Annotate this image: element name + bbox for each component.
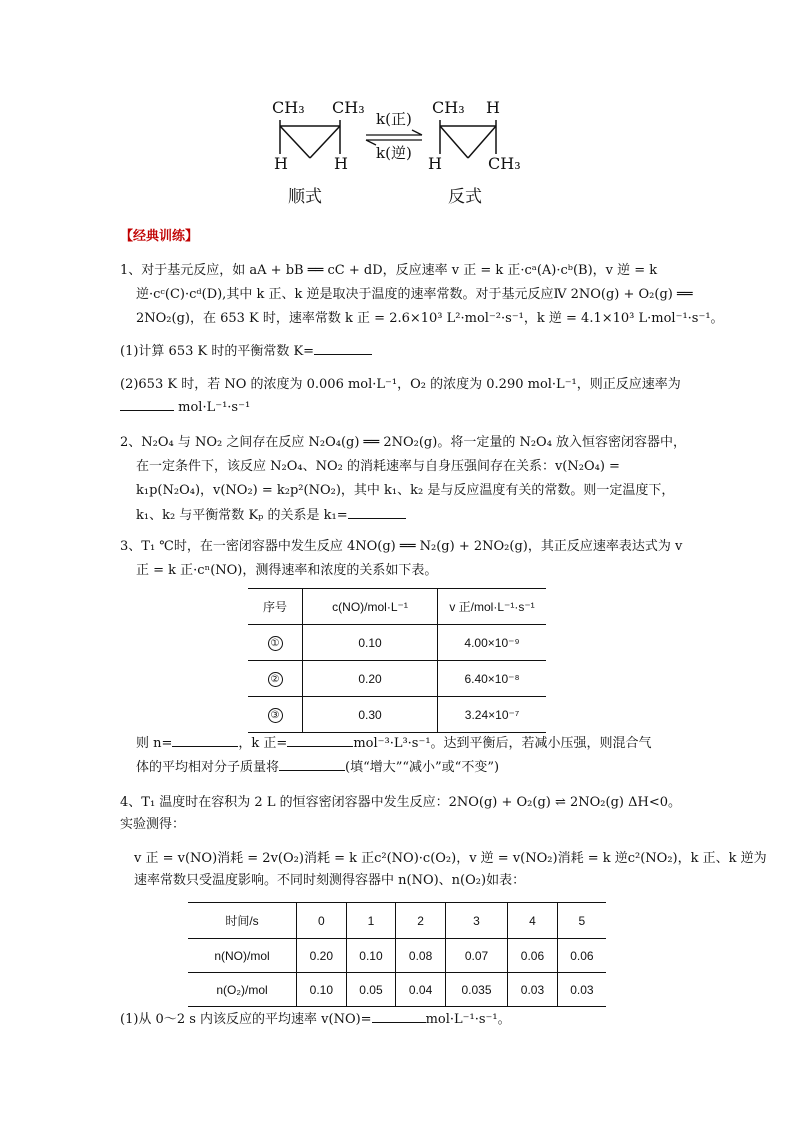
table-header-cell: 1 <box>346 903 396 939</box>
q1-line-3: 2NO₂(g)，在 653 K 时，速率常数 k 正 = 2.6×10³ L²·mol⁻²·s⁻¹，k 逆 = 4.1×10³ L·mol⁻¹·s⁻¹。 <box>136 311 724 326</box>
table-cell: 0.03 <box>508 973 558 1007</box>
q3-after-line-1 <box>136 734 652 753</box>
table-cell: ① <box>248 625 303 661</box>
table-header-cell: 时间/s <box>188 903 297 939</box>
q4-line-2: 实验测得： <box>120 817 186 832</box>
cis-top-left-group: CH₃ <box>272 98 305 117</box>
table-row <box>248 661 546 697</box>
table-cell: 0.30 <box>303 697 438 733</box>
q4-sub-1-unit: mol·L⁻¹·s⁻¹。 <box>425 1012 511 1027</box>
q1-answer-blank-1[interactable] <box>314 342 372 355</box>
mole-time-table <box>188 902 606 1007</box>
table-header-row <box>188 903 606 939</box>
table-cell: 0.20 <box>297 939 347 973</box>
rate-concentration-table <box>248 588 546 733</box>
table-header-cell: 0 <box>297 903 347 939</box>
q1-line-2: 逆·cᶜ(C)·cᵈ(D),其中 k 正、k 逆是取决于温度的速率常数。对于基元反应Ⅳ 2NO(g) + O₂(g) ══ <box>136 287 693 302</box>
k-forward-label: k(正) <box>376 110 412 128</box>
q2-line-3: k₁p(N₂O₄)，v(NO₂) = k₂p²(NO₂)，其中 k₁、k₂ 是与反应温度有关的常数。则一定温度下， <box>136 483 675 498</box>
table-cell: 0.07 <box>445 939 507 973</box>
q1-sub-1-text: (1)计算 653 K 时的平衡常数 K= <box>120 344 315 359</box>
cis-label: 顺式 <box>288 187 322 207</box>
section-title: 【经典训练】 <box>120 229 199 244</box>
table-cell: 6.40×10⁻⁸ <box>464 671 520 686</box>
isomer-diagram <box>260 92 550 212</box>
q2-line-4 <box>136 506 406 525</box>
q4-sub-1 <box>120 1010 511 1029</box>
table-cell: 3.24×10⁻⁷ <box>464 707 520 722</box>
cis-bottom-right-group: H <box>334 154 348 173</box>
table-row <box>188 973 606 1007</box>
q4-answer-blank[interactable] <box>372 1010 426 1023</box>
table-header-cell: 4 <box>508 903 558 939</box>
table-header-cell: c(NO)/mol·L⁻¹ <box>303 589 438 625</box>
q4-sub-1-text: (1)从 0～2 s 内该反应的平均速率 v(NO)= <box>120 1012 372 1027</box>
q1-sub-2-line-2 <box>120 398 250 417</box>
table-header-cell: 5 <box>578 913 586 928</box>
table-header-row <box>248 589 546 625</box>
q3-answer-blank-n[interactable] <box>172 734 238 747</box>
q3-line-2: 正 = k 正·cⁿ(NO)，测得速率和浓度的关系如下表。 <box>136 563 438 578</box>
table-cell: ② <box>248 661 303 697</box>
q1-sub-2-unit: mol·L⁻¹·s⁻¹ <box>178 400 251 415</box>
q4-line-4: 速率常数只受温度影响。不同时刻测得容器中 n(NO)、n(O₂)如表： <box>134 873 526 888</box>
trans-bottom-right-group: CH₃ <box>488 154 521 173</box>
table-cell: 0.20 <box>303 661 438 697</box>
q4-line-3: v 正 = v(NO)消耗 = 2v(O₂)消耗 = k 正c²(NO)·c(O₂)，v 逆 = v(NO₂)消耗 = k 逆c²(NO₂)，k 正、k 逆为 <box>134 851 767 866</box>
k-reverse-label: k(逆) <box>376 144 412 162</box>
q3-after-text-b: ，k 正= <box>238 736 288 751</box>
q4-line-1: 4、T₁ 温度时在容积为 2 L 的恒容密闭容器中发生反应：2NO(g) + O₂(g) ⇌ 2NO₂(g) ΔH<0。 <box>120 795 682 810</box>
trans-top-right-group: H <box>486 98 500 117</box>
table-header-cell: v 正/mol·L⁻¹·s⁻¹ <box>449 600 535 614</box>
table-cell: 0.10 <box>303 625 438 661</box>
table-row <box>248 697 546 733</box>
trans-top-left-group: CH₃ <box>432 98 465 117</box>
table-cell: 0.06 <box>570 948 594 963</box>
table-cell: 0.04 <box>396 973 446 1007</box>
table-header-cell: 2 <box>396 903 446 939</box>
table-cell: 0.08 <box>396 939 446 973</box>
q3-line-1: 3、T₁ ℃时，在一密闭容器中发生反应 4NO(g) ══ N₂(g) + 2NO₂(g)，其正反应速率表达式为 v <box>120 539 683 554</box>
table-cell: n(NO)/mol <box>188 939 297 973</box>
q1-line-1: 1、对于基元反应，如 aA + bB ══ cC + dD，反应速率 v 正 = k 正·cᵃ(A)·cᵇ(B)，v 逆 = k <box>120 263 658 278</box>
q1-sub-2-line-1: (2)653 K 时，若 NO 的浓度为 0.006 mol·L⁻¹，O₂ 的浓度为 0.290 mol·L⁻¹，则正反应速率为 <box>120 377 681 392</box>
table-cell: 0.05 <box>346 973 396 1007</box>
trans-label: 反式 <box>448 187 482 207</box>
q3-after-text-d: 体的平均相对分子质量将 <box>136 760 280 775</box>
table-header-cell: 序号 <box>248 589 303 625</box>
table-cell: 0.06 <box>508 939 558 973</box>
table-row <box>188 939 606 973</box>
q3-after-text-c: mol⁻³·L³·s⁻¹。达到平衡后，若减小压强，则混合气 <box>353 736 652 751</box>
cis-bottom-left-group: H <box>274 154 288 173</box>
table-header-cell: 3 <box>445 903 507 939</box>
q2-line-2: 在一定条件下，该反应 N₂O₄、NO₂ 的消耗速率与自身压强间存在关系：v(N₂O₄) = <box>136 459 620 474</box>
q1-sub-1 <box>120 342 372 361</box>
table-cell: n(O₂)/mol <box>188 973 297 1007</box>
q3-after-text-e: (填“增大”“减小”或“不变”) <box>345 760 500 775</box>
q2-line-1: 2、N₂O₄ 与 NO₂ 之间存在反应 N₂O₄(g) ══ 2NO₂(g)。将一定量的 N₂O₄ 放入恒容密闭容器中， <box>120 435 687 450</box>
q3-after-line-2 <box>136 758 499 777</box>
q3-after-text-a: 则 n= <box>136 736 173 751</box>
table-cell: 0.03 <box>570 982 594 997</box>
table-cell: 0.10 <box>346 939 396 973</box>
table-cell: 0.035 <box>445 973 507 1007</box>
q3-answer-blank-k[interactable] <box>287 734 353 747</box>
q3-answer-blank-mass[interactable] <box>279 758 345 771</box>
q2-line-4-text: k₁、k₂ 与平衡常数 Kₚ 的关系是 k₁= <box>136 508 348 523</box>
q2-answer-blank[interactable] <box>348 506 406 519</box>
table-cell: ③ <box>248 697 303 733</box>
cis-top-right-group: CH₃ <box>332 98 365 117</box>
table-row <box>248 625 546 661</box>
table-cell: 0.10 <box>297 973 347 1007</box>
trans-bottom-left-group: H <box>428 154 442 173</box>
q1-answer-blank-2[interactable] <box>120 398 174 411</box>
table-cell: 4.00×10⁻⁹ <box>464 635 520 650</box>
